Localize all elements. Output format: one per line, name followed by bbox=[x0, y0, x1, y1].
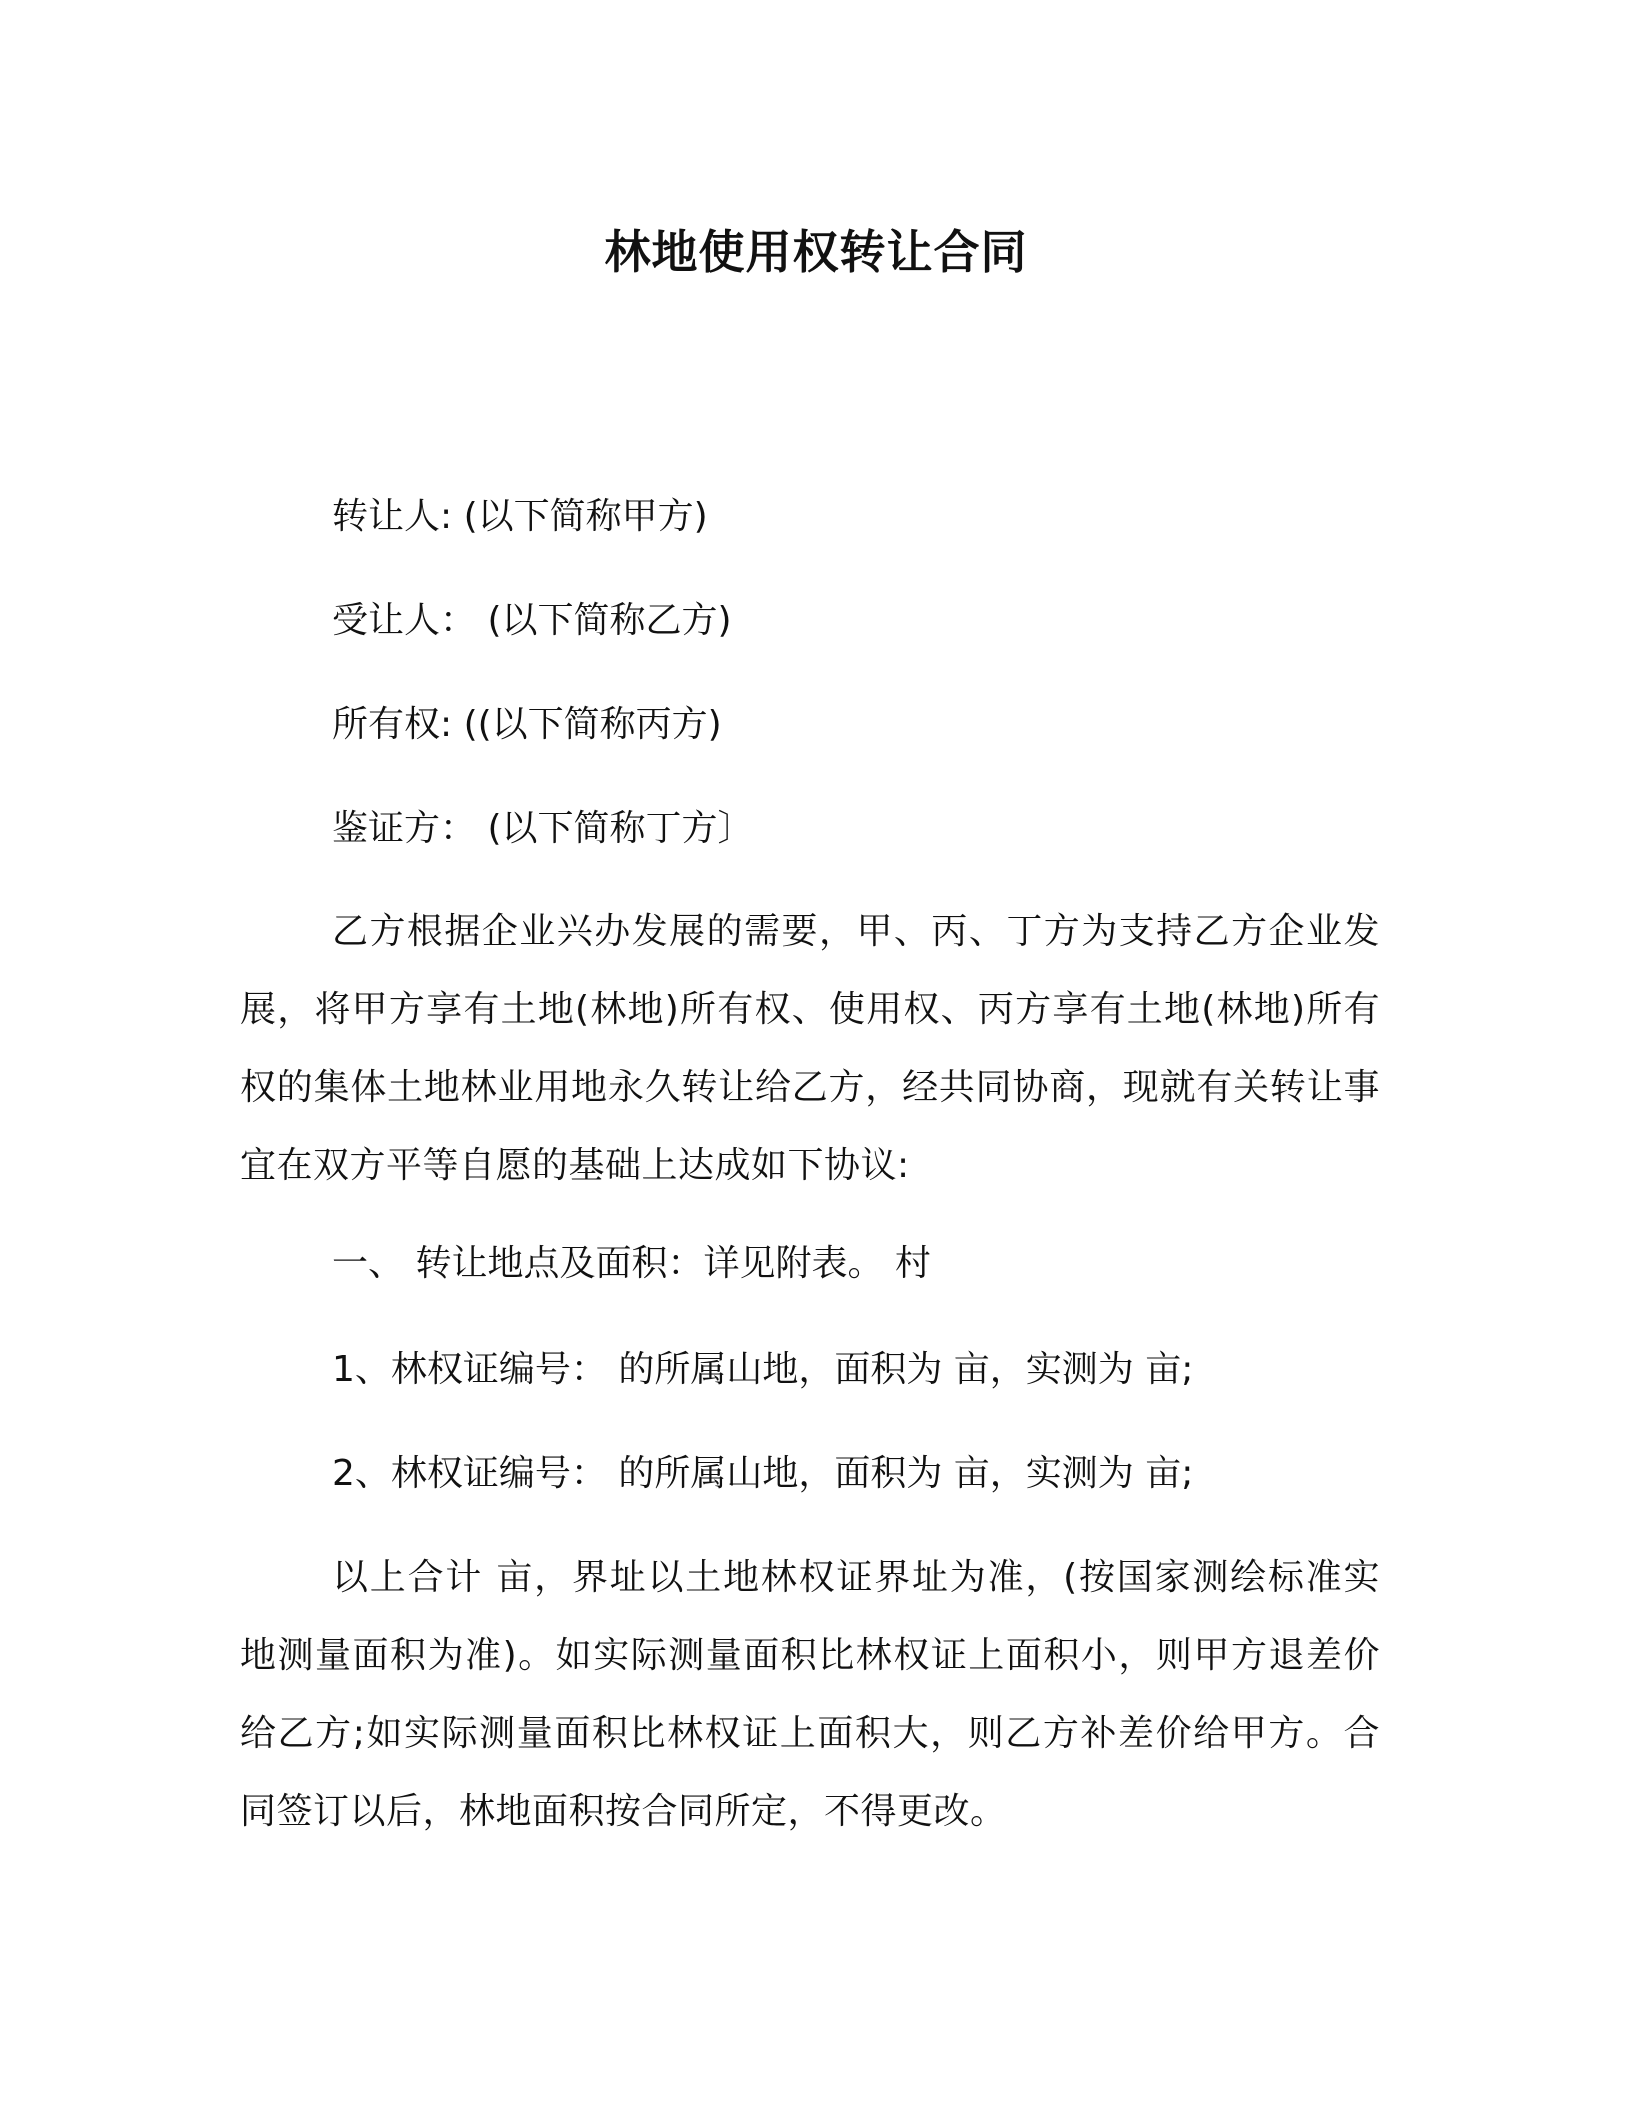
party-witness: 鉴证方： (以下简称丁方〕 bbox=[332, 808, 754, 849]
item-one: 1、林权证编号： 的所属山地，面积为 亩，实测为 亩; bbox=[332, 1349, 1194, 1390]
party-transferee: 受让人： (以下简称乙方) bbox=[332, 600, 732, 641]
party-transferor: 转让人: (以下简称甲方) bbox=[332, 496, 708, 537]
closing-paragraph: 以上合计 亩，界址以土地林权证界址为准，(按国家测绘标准实地测量面积为准)。如实际测量面积比林权证上面积小，则甲方退差价给乙方;如实际测量面积比林权证上面积大，则乙方补差价给甲方。合同签订以后，林地面积按合同所定，不得更改。 bbox=[240, 1557, 1380, 1832]
section-one-heading: 一、 转让地点及面积：详见附表。 村 bbox=[332, 1243, 931, 1284]
item-two: 2、林权证编号： 的所属山地，面积为 亩，实测为 亩; bbox=[332, 1453, 1194, 1494]
document-title: 林地使用权转让合同 bbox=[604, 225, 1028, 279]
intro-paragraph: 乙方根据企业兴办发展的需要，甲、丙、丁方为支持乙方企业发展，将甲方享有土地(林地)所有权、使用权、丙方享有土地(林地)所有权的集体土地林业用地永久转让给乙方，经共同协商，现就有关转让事宜在双方平等自愿的基础上达成如下协议: bbox=[240, 911, 1380, 1186]
party-owner: 所有权: ((以下简称丙方) bbox=[332, 704, 722, 745]
